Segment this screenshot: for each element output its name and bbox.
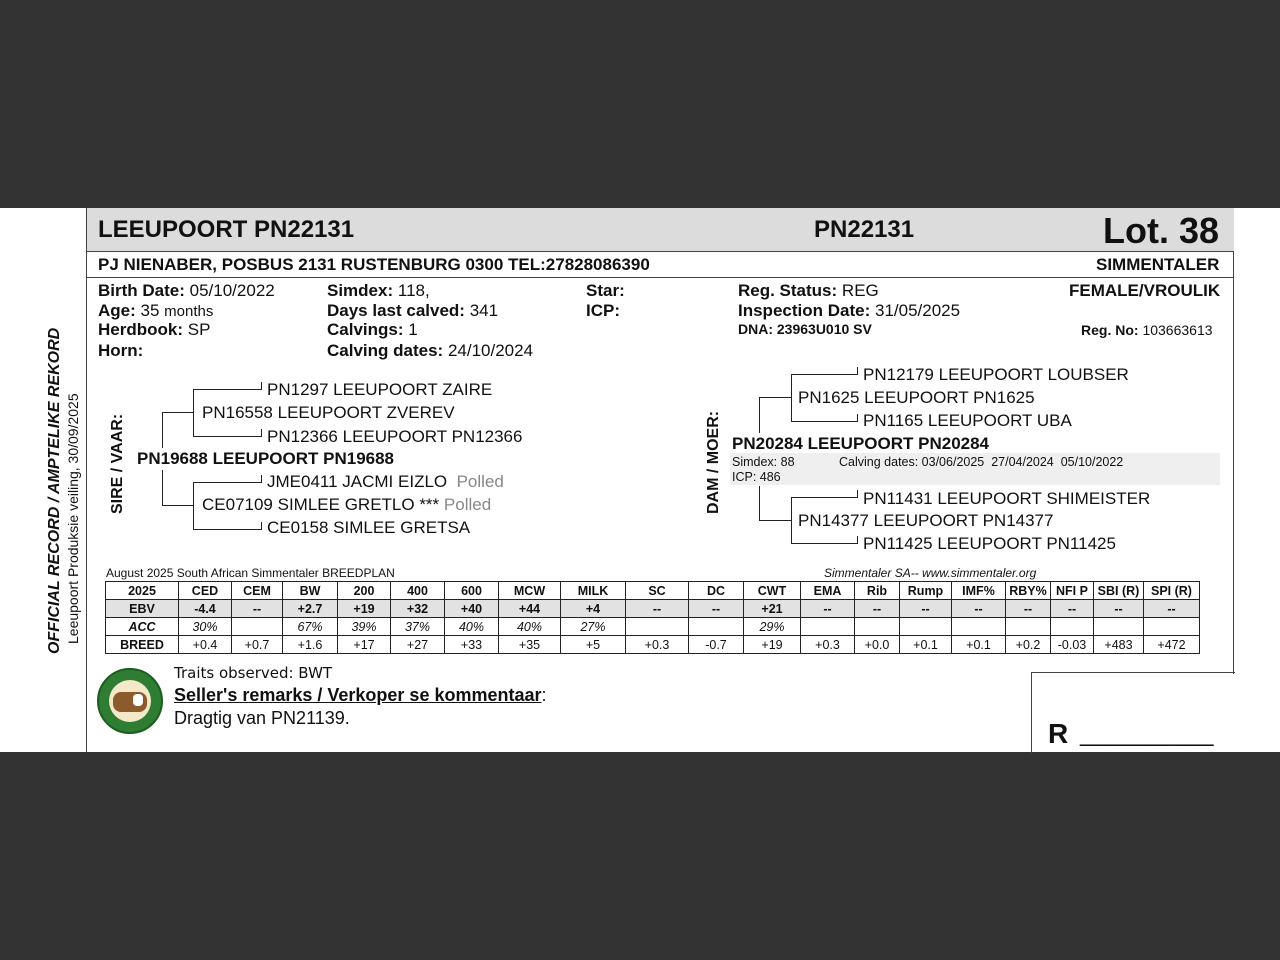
ebv-cell: --	[1051, 600, 1094, 618]
ebv-cell: +40	[445, 600, 499, 618]
ebv-cell: +5	[561, 636, 626, 654]
ebv-cell: +33	[445, 636, 499, 654]
sire-main: PN19688 LEEUPOORT PN19688	[137, 449, 395, 468]
ebv-cell: 40%	[445, 618, 499, 636]
sex: FEMALE/VROULIK	[1069, 281, 1221, 300]
dam-icp: ICP: 486	[732, 470, 781, 484]
ebv-header-cell: EMA	[801, 582, 855, 600]
ebv-header-cell: 200	[338, 582, 391, 600]
ebv-row-acc	[106, 618, 1200, 636]
birth-date: Birth Date: 05/10/2022	[98, 281, 275, 300]
ebv-cell: 40%	[499, 618, 561, 636]
ebv-cell: 29%	[744, 618, 801, 636]
simmentaler-logo-icon	[97, 668, 163, 734]
ebv-cell: 67%	[283, 618, 338, 636]
ebv-cell	[1094, 618, 1144, 636]
ebv-cell: --	[626, 600, 689, 618]
ebv-cell: --	[855, 600, 900, 618]
ebv-cell	[232, 618, 283, 636]
dam-sire-dam: PN1165 LEEUPOORT UBA	[863, 411, 1072, 430]
ebv-cell: +0.7	[232, 636, 283, 654]
dam-sire-sire: PN12179 LEEUPOORT LOUBSER	[863, 365, 1129, 384]
ebv-cell: --	[1144, 600, 1200, 618]
reg-status: Reg. Status: REG	[738, 281, 879, 300]
price-label: R	[1048, 718, 1069, 749]
ebv-header-cell: CED	[179, 582, 232, 600]
ebv-cell: +0.2	[1006, 636, 1051, 654]
ebv-row-label: ACC	[106, 618, 179, 636]
lot-card	[0, 208, 1280, 752]
dna: DNA: 23963U010 SV	[738, 321, 872, 337]
ebv-row-label: BREED	[106, 636, 179, 654]
ebv-cell: --	[1094, 600, 1144, 618]
horn: Horn:	[98, 341, 144, 360]
reg-no: Reg. No: 103663613	[1081, 322, 1213, 338]
animal-id: PN22131	[814, 216, 915, 243]
star: Star:	[586, 281, 625, 300]
ebv-header-cell: RBY%	[1006, 582, 1051, 600]
ebv-cell: --	[232, 600, 283, 618]
ebv-cell: +0.3	[626, 636, 689, 654]
price-blank[interactable]: __________	[1080, 720, 1214, 747]
remarks-text: Dragtig van PN21139.	[174, 708, 350, 728]
animal-name: LEEUPOORT PN22131	[98, 216, 355, 243]
lot-number: Lot. 38	[1103, 210, 1220, 251]
auction-label: Leeupoort Produksie veiling, 30/09/2025	[65, 393, 81, 644]
ebv-header-cell: SC	[626, 582, 689, 600]
ebv-cell: +19	[338, 600, 391, 618]
ebv-cell	[1144, 618, 1200, 636]
ebv-table	[105, 581, 1200, 654]
simmentaler-caption: Simmentaler SA-- www.simmentaler.org	[824, 566, 1037, 580]
dam-sire: PN1625 LEEUPOORT PN1625	[798, 388, 1035, 407]
ebv-cell: --	[900, 600, 952, 618]
ebv-cell: +32	[391, 600, 445, 618]
sire-dam: CE07109 SIMLEE GRETLO *** Polled	[202, 495, 492, 514]
ebv-cell: --	[952, 600, 1006, 618]
ebv-cell: --	[801, 600, 855, 618]
ebv-cell: 27%	[561, 618, 626, 636]
simdex: Simdex: 118,	[327, 281, 430, 300]
ebv-header-cell: 400	[391, 582, 445, 600]
ebv-cell: +21	[744, 600, 801, 618]
owner-line: PJ NIENABER, POSBUS 2131 RUSTENBURG 0300 TEL:27828086390	[98, 255, 650, 274]
ebv-cell: -0.7	[689, 636, 744, 654]
ebv-cell: +0.1	[900, 636, 952, 654]
ebv-cell: 39%	[338, 618, 391, 636]
ebv-cell: +2.7	[283, 600, 338, 618]
dam-calving-dates: Calving dates: 03/06/2025 27/04/2024 05/10/2022	[839, 455, 1124, 469]
dam-dam-sire: PN11431 LEEUPOORT SHIMEISTER	[863, 489, 1151, 508]
dam-simdex: Simdex: 88	[732, 455, 795, 469]
sire-dam-sire: JME0411 JACMI EIZLO Polled	[267, 472, 504, 491]
ebv-cell: --	[689, 600, 744, 618]
ebv-header-cell: SBI (R)	[1094, 582, 1144, 600]
ebv-row-breed	[106, 636, 1200, 654]
dam-label: DAM / MOER:	[705, 410, 722, 514]
ebv-header-cell: Rib	[855, 582, 900, 600]
sire-sire-dam: PN12366 LEEUPOORT PN12366	[267, 427, 523, 446]
ebv-header-cell: Rump	[900, 582, 952, 600]
remarks-title: Seller's remarks / Verkoper se kommentaar:	[174, 685, 547, 705]
ebv-header-cell: BW	[283, 582, 338, 600]
ebv-cell: +472	[1144, 636, 1200, 654]
days-last-calved: Days last calved: 341	[327, 301, 499, 320]
ebv-cell	[801, 618, 855, 636]
ebv-header-cell: MCW	[499, 582, 561, 600]
ebv-cell: +17	[338, 636, 391, 654]
sire-sire-sire: PN1297 LEEUPOORT ZAIRE	[267, 380, 493, 399]
ebv-header-cell: 2025	[106, 582, 179, 600]
calvings: Calvings: 1	[327, 320, 418, 339]
ebv-cell: 30%	[179, 618, 232, 636]
ebv-cell	[855, 618, 900, 636]
sire-label: SIRE / VAAR:	[109, 413, 126, 514]
lot-header	[87, 208, 1234, 252]
owner-bar	[87, 252, 1234, 278]
ebv-cell	[1006, 618, 1051, 636]
ebv-cell: +19	[744, 636, 801, 654]
traits-observed: Traits observed: BWT	[174, 664, 333, 682]
ebv-cell	[626, 618, 689, 636]
sire-dam-dam: CE0158 SIMLEE GRETSA	[267, 518, 471, 537]
ebv-cell: +1.6	[283, 636, 338, 654]
ebv-cell: +0.0	[855, 636, 900, 654]
left-border	[86, 208, 87, 752]
inspection-date: Inspection Date: 31/05/2025	[738, 301, 961, 320]
ebv-cell: +0.4	[179, 636, 232, 654]
official-record-label: OFFICIAL RECORD / AMPTELIKE REKORD	[46, 327, 63, 654]
ebv-cell	[900, 618, 952, 636]
ebv-cell: +27	[391, 636, 445, 654]
ebv-row-label: EBV	[106, 600, 179, 618]
ebv-cell: 37%	[391, 618, 445, 636]
ebv-cell: -4.4	[179, 600, 232, 618]
ebv-header-cell: 600	[445, 582, 499, 600]
ebv-cell: +44	[499, 600, 561, 618]
ebv-header-cell: SPI (R)	[1144, 582, 1200, 600]
dam-dam-dam: PN11425 LEEUPOORT PN11425	[863, 534, 1116, 553]
ebv-row-ebv	[106, 600, 1200, 618]
ebv-header-cell: MILK	[561, 582, 626, 600]
ebv-cell: +0.1	[952, 636, 1006, 654]
ebv-cell	[952, 618, 1006, 636]
ebv-cell	[1051, 618, 1094, 636]
ebv-cell: --	[1006, 600, 1051, 618]
ebv-header-cell: IMF%	[952, 582, 1006, 600]
ebv-cell: +0.3	[801, 636, 855, 654]
dam-dam: PN14377 LEEUPOORT PN14377	[798, 511, 1054, 530]
icp: ICP:	[586, 301, 620, 320]
ebv-cell: +4	[561, 600, 626, 618]
breedplan-caption: August 2025 South African Simmentaler BREEDPLAN	[106, 566, 395, 580]
ebv-cell	[689, 618, 744, 636]
ebv-header-cell: NFI P	[1051, 582, 1094, 600]
ebv-cell: +35	[499, 636, 561, 654]
sire-sire: PN16558 LEEUPOORT ZVEREV	[202, 403, 455, 422]
ebv-header-cell: DC	[689, 582, 744, 600]
herdbook: Herdbook: SP	[98, 320, 211, 339]
age: Age: 35 months	[98, 301, 214, 320]
breed-label: SIMMENTALER	[1096, 255, 1220, 274]
ebv-header-cell: CWT	[744, 582, 801, 600]
dam-main: PN20284 LEEUPOORT PN20284	[732, 434, 990, 453]
ebv-cell: +483	[1094, 636, 1144, 654]
calving-dates: Calving dates: 24/10/2024	[327, 341, 534, 360]
ebv-header-cell: CEM	[232, 582, 283, 600]
ebv-cell: -0.03	[1051, 636, 1094, 654]
ebv-header-row	[106, 582, 1200, 600]
